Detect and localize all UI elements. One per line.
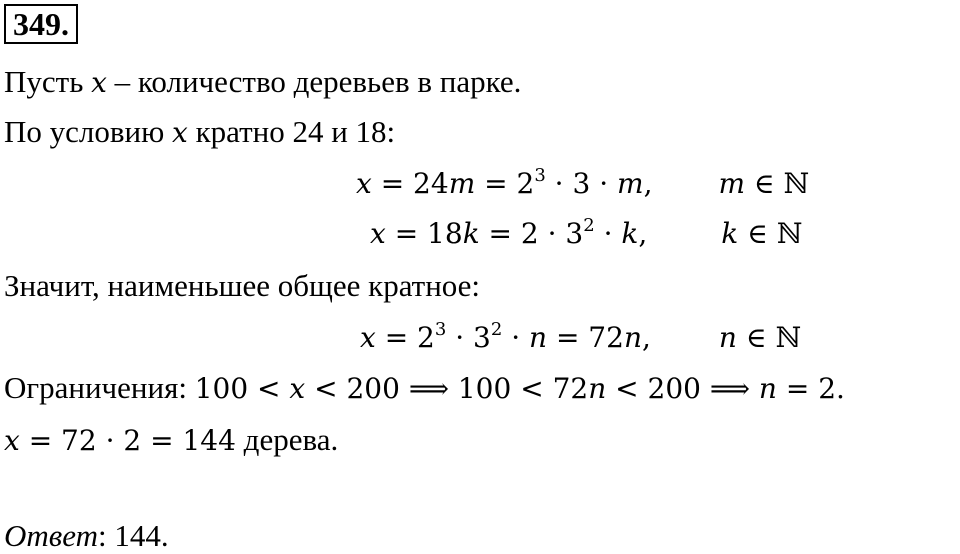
line-lcm: Значит, наименьшее общее кратное:: [4, 268, 481, 303]
answer: Ответ: 144.: [4, 518, 169, 553]
problem-number: 349.: [4, 4, 78, 44]
equation-18k: $x = 18k = 2 \cdot 3^2 \cdot k$, k ∈ ℕ: [370, 215, 803, 250]
line-condition: По условию x кратно 24 и 18:: [4, 114, 396, 149]
line-let-x: Пусть x – количество деревьев в парке.: [4, 64, 522, 99]
answer-label: Ответ: [4, 518, 98, 553]
line-constraints: Ограничения: 100 < x < 200 ⟹ 100 < 72n < 200 ⟹ n = 2.: [4, 370, 845, 405]
line-result: x = 72 · 2 = 144 дерева.: [4, 422, 339, 457]
equation-lcm: $x = 2^3 \cdot 3^2 \cdot n = 72n$, n ∈ ℕ: [360, 319, 802, 354]
equation-24m: $x = 24m = 2^3 \cdot 3 \cdot m$, m ∈ ℕ: [356, 165, 810, 200]
